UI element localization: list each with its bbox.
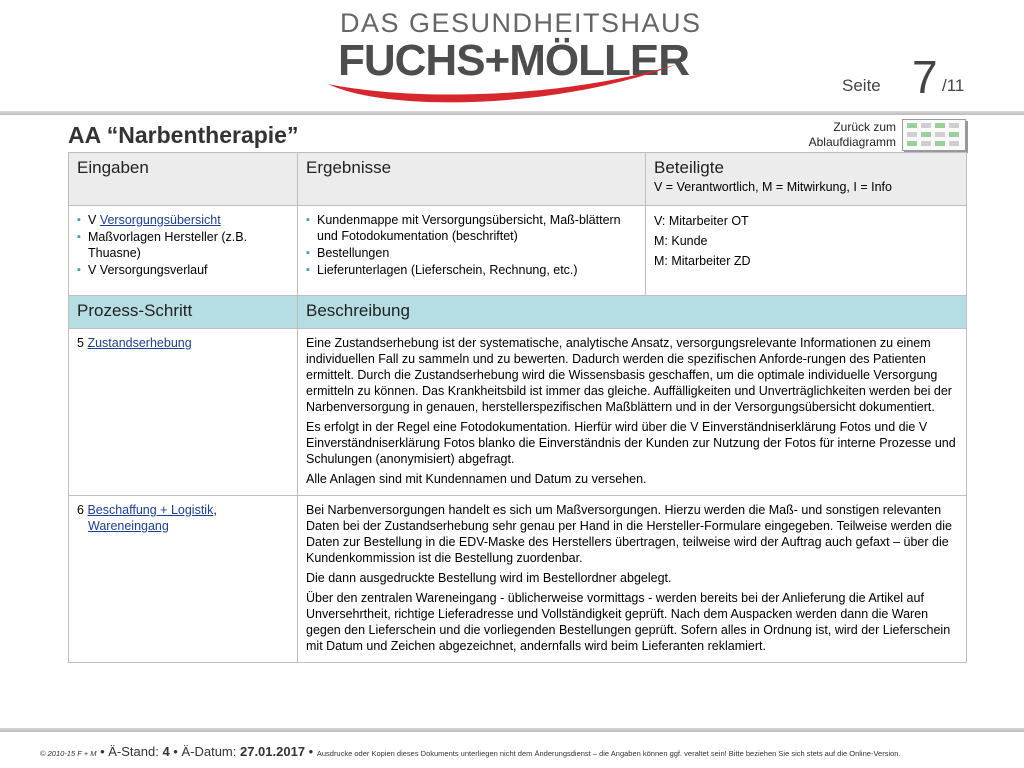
participant: M: Mitarbeiter ZD — [654, 254, 751, 268]
list-item: ▪ Lieferunterlagen (Lieferschein, Rechnung, etc.) — [306, 262, 637, 278]
description-paragraph: Die dann ausgedruckte Bestellung wird im Bestellordner abgelegt. — [306, 571, 672, 585]
step-cell-5: 5 Zustandserhebung — [69, 329, 298, 496]
list-item: ▪ Maßvorlagen Hersteller (z.B. Thuasne) — [77, 229, 289, 261]
date-label: Ä-Datum: — [181, 744, 240, 759]
table-row — [69, 496, 967, 663]
results-cell — [298, 206, 646, 296]
zustandserhebung-link[interactable]: Zustandserhebung — [87, 336, 192, 350]
description-paragraph: Es erfolgt in der Regel eine Fotodokumentation. Hierfür wird über die V Einverständniserklärung Fotos und die V Einverständniserklärung Fotos blanko die Einverständnis der Kunden zur Nutzung der Fotos für interne Prozesse und Schulungen (anonymisiert) abgefragt. — [306, 420, 956, 466]
list-item: ▪ V Versorgungsverlauf — [77, 262, 289, 278]
description-paragraph: Alle Anlagen sind mit Kundennamen und Datum zu versehen. — [306, 472, 647, 486]
page-title: AA “Narbentherapie” — [68, 122, 299, 148]
process-table — [68, 152, 967, 663]
header-inputs: Eingaben — [69, 153, 298, 206]
header-divider — [0, 111, 1024, 115]
stand-label: Ä-Stand: — [108, 744, 163, 759]
list-item: ▪ Bestellungen — [306, 245, 637, 261]
date-value: 27.01.2017 — [239, 744, 306, 759]
step-cell-6: 6 Beschaffung + Logistik, Wareneingang — [69, 496, 298, 663]
header-process-step: Prozess-Schritt — [69, 296, 298, 329]
back-link-line1: Zurück zum — [833, 120, 896, 134]
logo-swoosh-icon — [326, 60, 686, 110]
description-paragraph: Über den zentralen Wareneingang - üblicherweise vormittags - werden bereits bei der Anlieferung die Artikel auf Unversehrtheit, richtige Lieferadresse und Vollständigkeit geprüft. Nach dem Auspacken werden dann die Waren gegen den Lieferschein und die vorliegenden Bestellungen geprüft. Sofern alles in Ordnung ist, wird der Lieferschein mit Datum und Zeichen abgezeichnet, andernfalls wird beim Lieferanten reklamiert. — [306, 591, 951, 653]
copyright: © 2010-15 F + M — [40, 749, 97, 758]
wareneingang-link[interactable]: Wareneingang — [88, 519, 169, 533]
beschaffung-logistik-link[interactable]: Beschaffung + Logistik — [87, 503, 214, 517]
list-item: ▪ V Versorgungsübersicht — [77, 212, 289, 228]
footer-divider — [0, 728, 1024, 732]
table-header-row — [69, 153, 967, 206]
participant: M: Kunde — [654, 234, 708, 248]
table-header-row — [69, 296, 967, 329]
description-cell-6 — [298, 496, 967, 663]
table-row — [69, 329, 967, 496]
logo-tagline: DAS GESUNDHEITSHAUS — [340, 8, 702, 38]
description-paragraph: Bei Narbenversorgungen handelt es sich um Maßversorgungen. Hierzu werden die Maß- und sonstigen relevanten Daten bei der Zustandserhebung sehr genau per Hand in die Hersteller-Formulare eingegeben. Teilweise werden die Daten zur Bestellung in die EDV-Maske des Herstellers übertragen, teilweise wird der Auftrag auch gefaxt – über die Kundenkommission ist die Bestellung zuordenbar. — [306, 503, 952, 565]
back-link-line2: Ablaufdiagramm — [808, 135, 896, 149]
flowchart-thumbnail-icon[interactable] — [902, 119, 966, 151]
participants-cell — [646, 206, 967, 296]
header-description: Beschreibung — [298, 296, 967, 329]
header-results: Ergebnisse — [298, 153, 646, 206]
description-cell-5 — [298, 329, 967, 496]
description-paragraph: Eine Zustandserhebung ist der systematische, analytische Ansatz, versorgungsrelevante Informationen zu einem individuellen Fall zu sammeln und zu bewerten. Dadurch werden die spezifischen Anforde-rungen des Patienten ermittelt. Durch die Zustandserhebung wird die Wissensbasis geschaffen, um die optimale individuelle Versorgung ermitteln zu können. Das Krankheitsbild ist immer das gleiche. Auffälligkeiten und Unverträglichkeiten werden bei der Narbenversorgung in genauen, herstellerspezifischen Maßblättern und in der Versorgungsübersicht dokumentiert. — [306, 336, 952, 414]
versorgungsuebersicht-link[interactable]: Versorgungsübersicht — [99, 213, 221, 227]
footer-notice: Ausdrucke oder Kopien dieses Dokuments unterliegen nicht dem Änderungsdienst – die Angaben können ggf. veraltet sein! Bitte beziehen Sie sich stets auf die Online-Version. — [316, 749, 901, 758]
page-header — [0, 0, 1024, 114]
page-footer: © 2010-15 F + M • Ä-Stand: 4 • Ä-Datum: 27.01.2017 • Ausdrucke oder Kopien dieses Dokuments unterliegen nicht dem Änderungsdienst – die Angaben können ggf. veraltet sein! Bitte beziehen Sie sich stets auf die Online-Version. — [40, 744, 901, 759]
back-to-flowchart-link[interactable] — [780, 120, 896, 150]
page-number: 7 — [912, 51, 938, 103]
logo-wordmark: FUCHS+MÖLLER — [338, 36, 689, 85]
stand-value: 4 — [162, 744, 170, 759]
inputs-cell — [69, 206, 298, 296]
list-item: ▪ Kundenmappe mit Versorgungsübersicht, Maß-blättern und Fotodokumentation (beschriftet) — [306, 212, 637, 244]
participants-legend: V = Verantwortlich, M = Mitwirkung, I = Info — [654, 180, 892, 194]
page-total: /11 — [942, 76, 965, 95]
participant: V: Mitarbeiter OT — [654, 214, 749, 228]
table-row — [69, 206, 967, 296]
company-logo — [326, 6, 702, 106]
page-label: Seite — [842, 76, 881, 95]
header-participants: Beteiligte V = Verantwortlich, M = Mitwirkung, I = Info — [646, 153, 967, 206]
